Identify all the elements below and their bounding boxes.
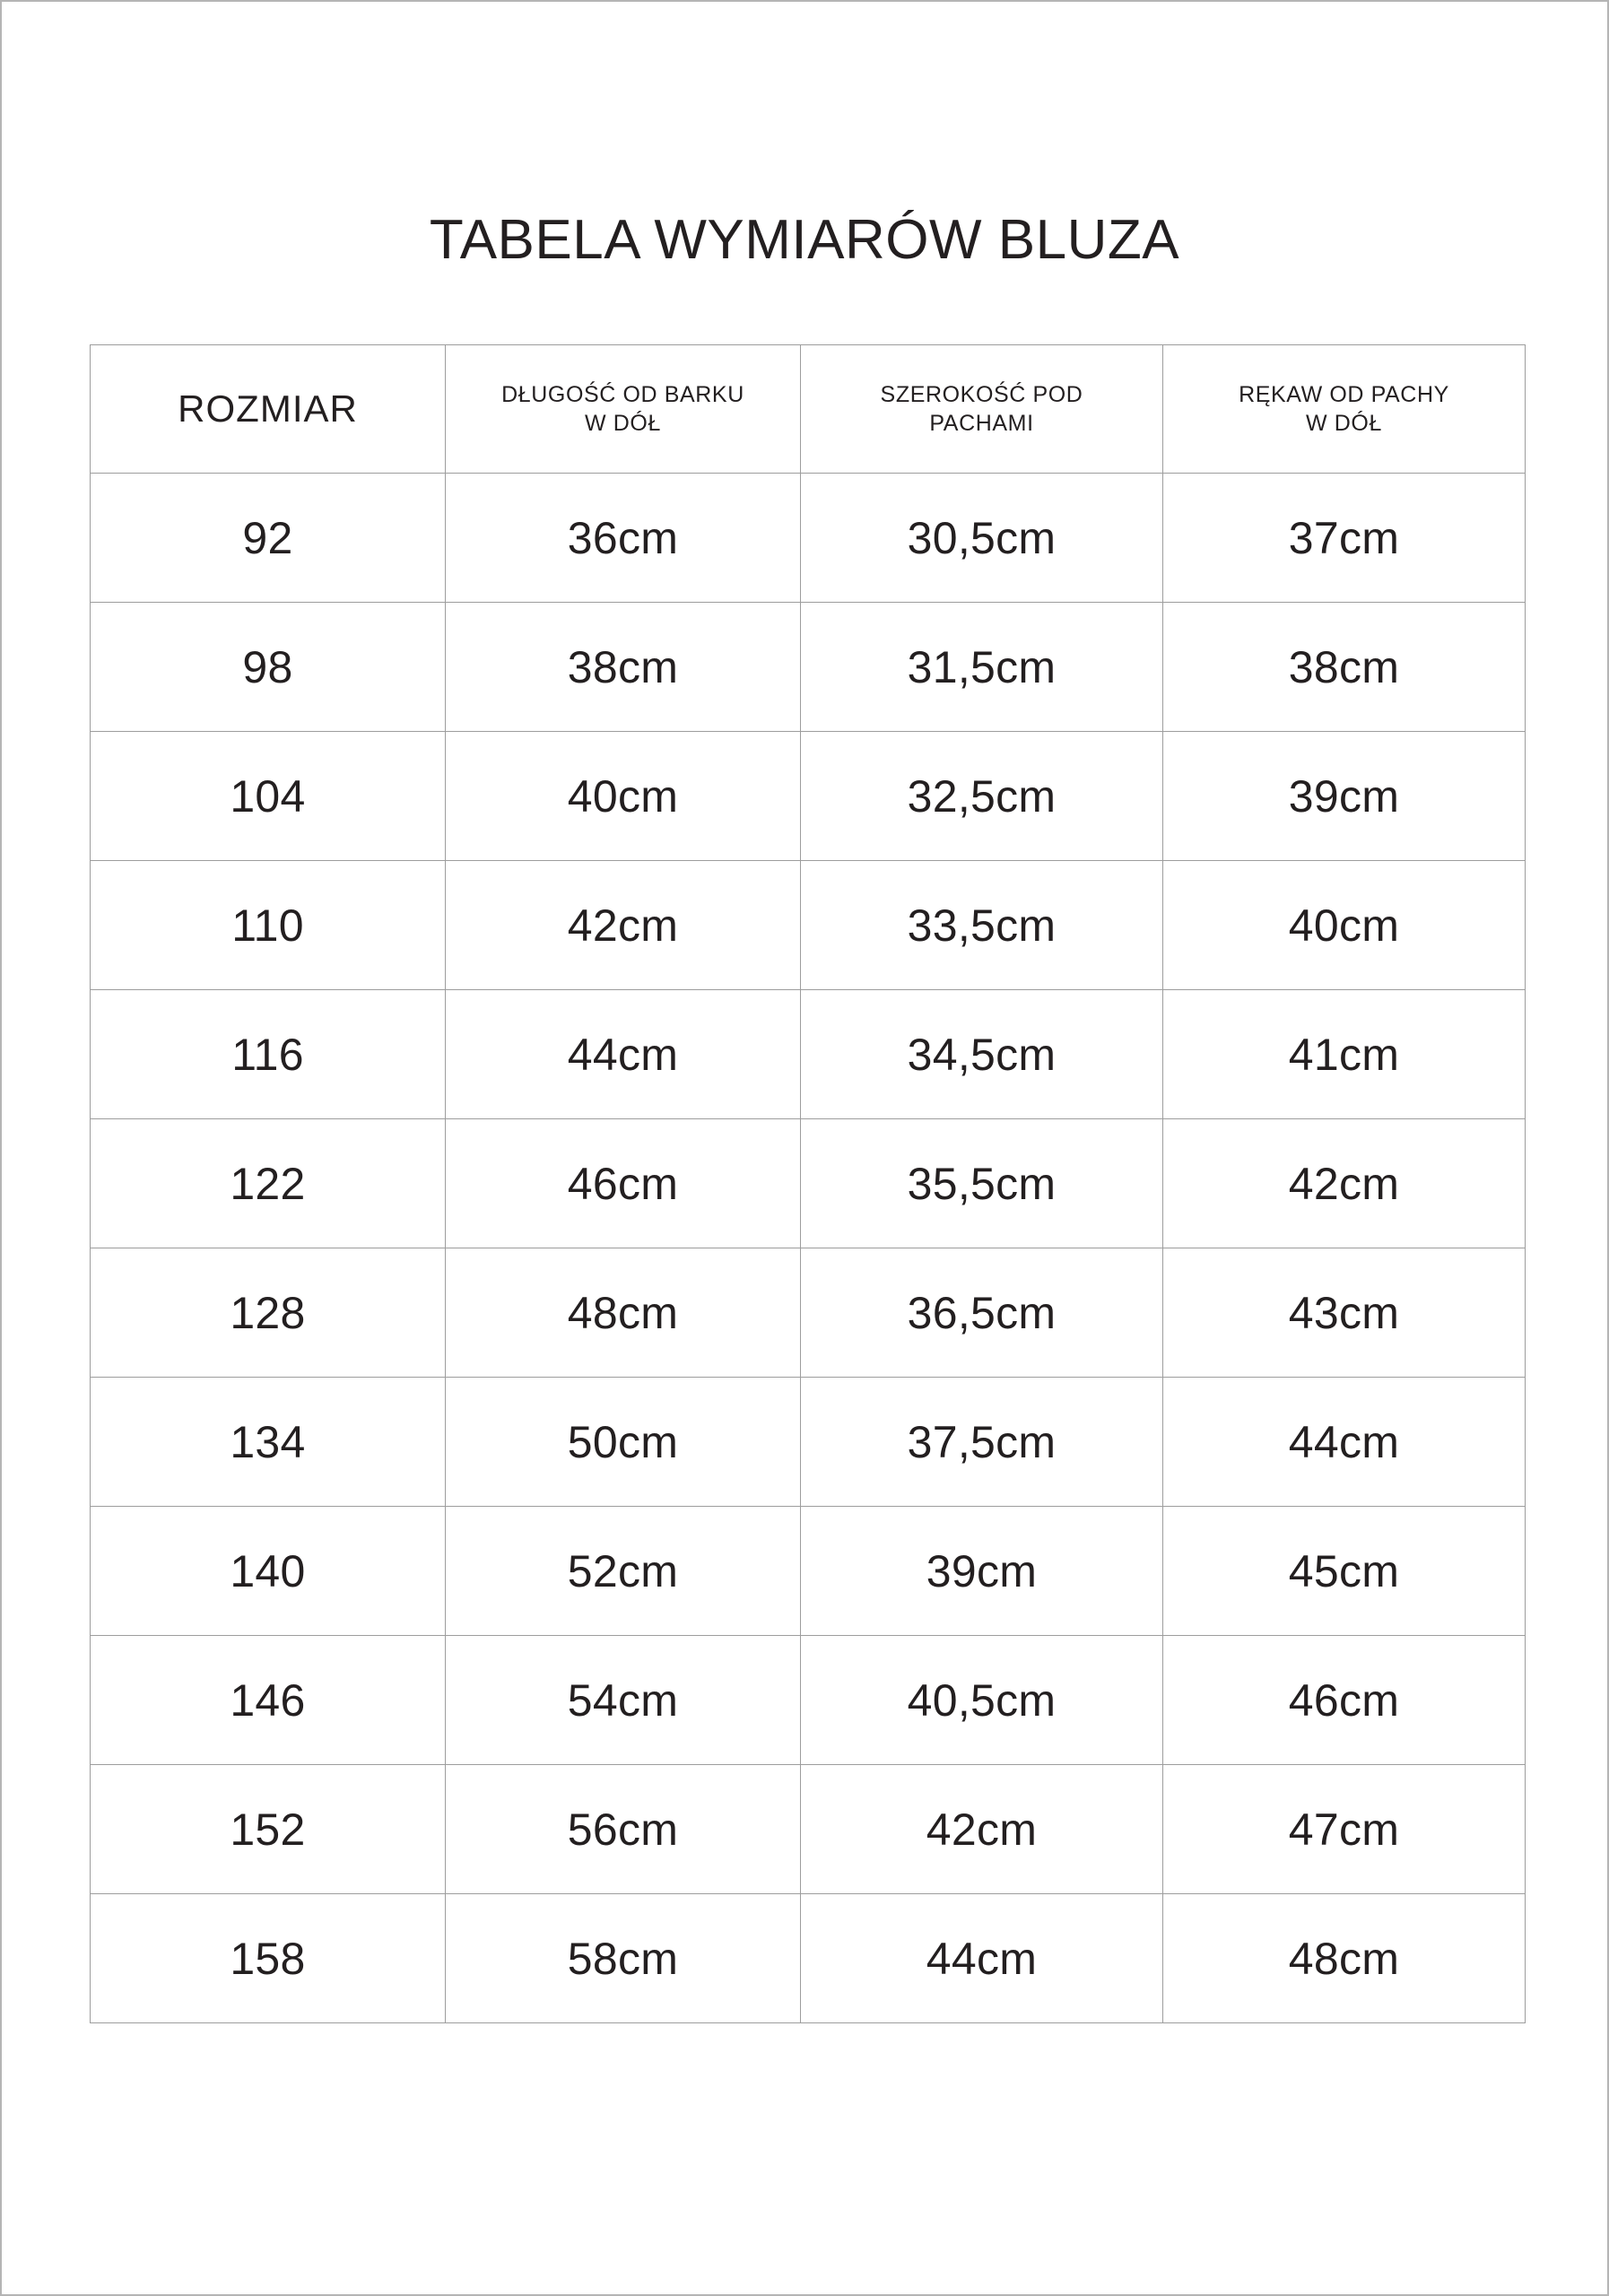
cell-szerokosc: 31,5cm <box>801 603 1163 732</box>
table-row <box>91 603 1526 732</box>
table-header-row <box>91 345 1526 474</box>
cell-rozmiar: 134 <box>91 1378 446 1507</box>
cell-dlugosc: 46cm <box>446 1119 801 1248</box>
column-header-szerokosc-line2: PACHAMI <box>929 411 1034 436</box>
cell-rekaw: 38cm <box>1163 603 1526 732</box>
cell-dlugosc: 56cm <box>446 1765 801 1894</box>
cell-rozmiar: 146 <box>91 1636 446 1765</box>
table-row <box>91 990 1526 1119</box>
table-row <box>91 861 1526 990</box>
cell-szerokosc: 32,5cm <box>801 732 1163 861</box>
cell-rozmiar: 158 <box>91 1894 446 2023</box>
cell-dlugosc: 36cm <box>446 474 801 603</box>
cell-szerokosc: 39cm <box>801 1507 1163 1636</box>
column-header-dlugosc <box>446 345 801 474</box>
cell-dlugosc: 50cm <box>446 1378 801 1507</box>
cell-rozmiar: 116 <box>91 990 446 1119</box>
cell-rozmiar: 92 <box>91 474 446 603</box>
cell-dlugosc: 38cm <box>446 603 801 732</box>
cell-szerokosc: 33,5cm <box>801 861 1163 990</box>
cell-dlugosc: 58cm <box>446 1894 801 2023</box>
cell-szerokosc: 30,5cm <box>801 474 1163 603</box>
cell-rozmiar: 98 <box>91 603 446 732</box>
size-chart-table <box>90 344 1526 2023</box>
column-header-rekaw-line1: RĘKAW OD PACHY <box>1239 381 1449 407</box>
cell-rozmiar: 104 <box>91 732 446 861</box>
cell-rekaw: 40cm <box>1163 861 1526 990</box>
column-header-szerokosc <box>801 345 1163 474</box>
cell-rekaw: 42cm <box>1163 1119 1526 1248</box>
page-title: TABELA WYMIARÓW BLUZA <box>429 208 1180 271</box>
table-row <box>91 732 1526 861</box>
cell-dlugosc: 54cm <box>446 1636 801 1765</box>
table-row <box>91 1894 1526 2023</box>
cell-rekaw: 48cm <box>1163 1894 1526 2023</box>
column-header-rekaw-line2: W DÓŁ <box>1306 411 1382 436</box>
table-row <box>91 474 1526 603</box>
cell-rekaw: 44cm <box>1163 1378 1526 1507</box>
cell-szerokosc: 34,5cm <box>801 990 1163 1119</box>
table-row <box>91 1507 1526 1636</box>
cell-dlugosc: 40cm <box>446 732 801 861</box>
cell-rozmiar: 152 <box>91 1765 446 1894</box>
cell-dlugosc: 44cm <box>446 990 801 1119</box>
cell-szerokosc: 35,5cm <box>801 1119 1163 1248</box>
table-row <box>91 1378 1526 1507</box>
cell-szerokosc: 42cm <box>801 1765 1163 1894</box>
cell-rekaw: 45cm <box>1163 1507 1526 1636</box>
cell-szerokosc: 44cm <box>801 1894 1163 2023</box>
cell-szerokosc: 36,5cm <box>801 1248 1163 1378</box>
column-header-rozmiar: ROZMIAR <box>91 345 446 474</box>
table-row <box>91 1119 1526 1248</box>
cell-rekaw: 39cm <box>1163 732 1526 861</box>
table-row <box>91 1636 1526 1765</box>
cell-dlugosc: 48cm <box>446 1248 801 1378</box>
cell-dlugosc: 52cm <box>446 1507 801 1636</box>
cell-rekaw: 37cm <box>1163 474 1526 603</box>
cell-rekaw: 43cm <box>1163 1248 1526 1378</box>
cell-dlugosc: 42cm <box>446 861 801 990</box>
column-header-dlugosc-line2: W DÓŁ <box>585 411 661 436</box>
cell-rozmiar: 122 <box>91 1119 446 1248</box>
column-header-dlugosc-line1: DŁUGOŚĆ OD BARKU <box>501 381 744 407</box>
size-table-container <box>90 344 1525 2023</box>
column-header-rekaw <box>1163 345 1526 474</box>
cell-rozmiar: 110 <box>91 861 446 990</box>
cell-szerokosc: 40,5cm <box>801 1636 1163 1765</box>
cell-rekaw: 47cm <box>1163 1765 1526 1894</box>
table-body <box>91 474 1526 2023</box>
table-row <box>91 1765 1526 1894</box>
column-header-szerokosc-line1: SZEROKOŚĆ POD <box>880 381 1083 407</box>
table-row <box>91 1248 1526 1378</box>
table-header <box>91 345 1526 474</box>
cell-rozmiar: 140 <box>91 1507 446 1636</box>
cell-szerokosc: 37,5cm <box>801 1378 1163 1507</box>
cell-rekaw: 41cm <box>1163 990 1526 1119</box>
cell-rekaw: 46cm <box>1163 1636 1526 1765</box>
cell-rozmiar: 128 <box>91 1248 446 1378</box>
